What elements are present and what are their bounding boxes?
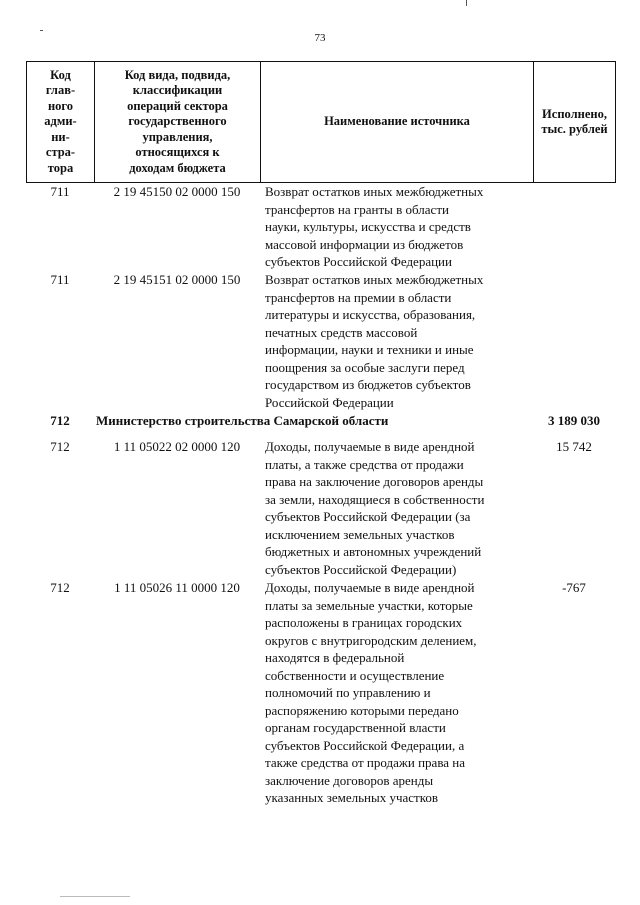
scan-speck bbox=[60, 896, 130, 897]
amount: 15 742 bbox=[556, 439, 592, 454]
table-row bbox=[26, 183, 615, 271]
header-source-name: Наименование источника bbox=[261, 62, 534, 183]
table-row bbox=[26, 271, 615, 412]
group-admin-code: 712 bbox=[50, 413, 70, 428]
admin-code: 711 bbox=[50, 184, 70, 199]
source-name: Доходы, получаемые в виде арендной платы за земельные участки, которые расположены в границах городских округов с внутригородским делением, находятся в федеральной собственности и осуществление полномочий по управлению и распоряжению которыми передано органам государственной власти субъектов Российской Федерации, а также средства от продажи права на заключение договоров аренды указанных земельных участков bbox=[265, 580, 477, 805]
table-body bbox=[26, 183, 615, 809]
admin-code: 712 bbox=[50, 439, 70, 454]
header-executed: Исполнено, тыс. рублей bbox=[534, 62, 616, 183]
group-name: Министерство строительства Самарской области bbox=[96, 413, 389, 428]
group-amount: 3 189 030 bbox=[548, 413, 600, 428]
scan-speck bbox=[466, 0, 467, 6]
amount: -767 bbox=[562, 580, 586, 595]
source-name: Возврат остатков иных межбюджетных трансфертов на премии в области литературы и искусства, образования, печатных средств массовой информации, науки и техники и иные поощрения за особые заслуги перед государством из бюджетов субъектов Российской Федерации bbox=[265, 272, 484, 410]
source-name: Возврат остатков иных межбюджетных трансфертов на гранты в области науки, культуры, искусства и средств массовой информации из бюджетов субъектов Российской Федерации bbox=[265, 184, 484, 269]
header-admin-code: Код глав- ного адми- ни- стра- тора bbox=[27, 62, 95, 183]
classification-code: 2 19 45150 02 0000 150 bbox=[113, 184, 241, 199]
group-row bbox=[26, 412, 615, 438]
table-header bbox=[26, 61, 616, 183]
admin-code: 711 bbox=[50, 272, 70, 287]
scan-speck bbox=[40, 30, 43, 31]
table-row bbox=[26, 579, 615, 809]
classification-code: 1 11 05022 02 0000 120 bbox=[113, 439, 241, 454]
table-row bbox=[26, 438, 615, 579]
header-classification-code: Код вида, подвида, классификации операций сектора государственного управления, относящихся к доходам бюджета bbox=[95, 62, 261, 183]
source-name: Доходы, получаемые в виде арендной платы, а также средства от продажи права на заключение договоров аренды за земли, находящиеся в собственности субъектов Российской Федерации (за исключением земельных участков бюджетных и автономных учреждений субъектов Российской Федерации) bbox=[265, 439, 485, 577]
admin-code: 712 bbox=[50, 580, 70, 595]
page-number: 73 bbox=[314, 32, 326, 44]
classification-code: 2 19 45151 02 0000 150 bbox=[113, 272, 241, 287]
classification-code: 1 11 05026 11 0000 120 bbox=[114, 580, 240, 595]
